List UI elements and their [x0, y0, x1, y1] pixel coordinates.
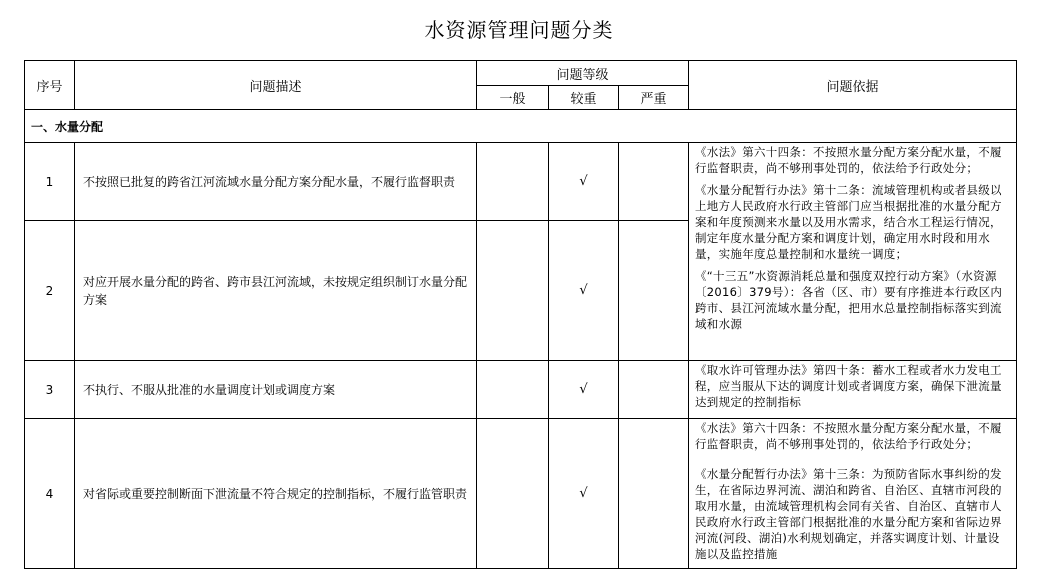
level-severe-cell: [619, 361, 689, 419]
level-severe-cell: [619, 419, 689, 569]
basis-text: 《水法》第六十四条：不按照水量分配方案分配水量，不履行监督职责，尚不够刑事处罚的，依法给予行政处分；: [695, 421, 1002, 451]
page-title: 水资源管理问题分类: [424, 18, 614, 42]
basis-text: 《“十三五”水资源消耗总量和强度双控行动方案》（水资源〔2016〕379号）：各省（区、市）要有序推进本行政区内跨市、县江河流域水量分配，把用水总量控制指标落实到流域和水源: [695, 269, 1003, 331]
check-mark: √: [549, 419, 619, 569]
level-severe-cell: [619, 143, 689, 221]
table-row: [25, 361, 1017, 419]
basis-text: 《水量分配暂行办法》第十二条：流域管理机构或者县级以上地方人民政府水行政主管部门应当根据批准的水量分配方案和年度预测来水量以及用水需求，结合水工程运行情况，制定年度水量分配方案和调度计划，确定用水时段和用水量，实施年度总量控制和水量统一调度；: [695, 183, 1002, 261]
level-general-cell: [477, 419, 549, 569]
basis-cell: [689, 419, 1017, 569]
row-description: 对省际或重要控制断面下泄流量不符合规定的控制指标，不履行监管职责: [75, 419, 477, 569]
level-general-cell: [477, 221, 549, 361]
basis-cell: [689, 143, 1017, 361]
table-row: [25, 419, 1017, 569]
level-severe-cell: [619, 221, 689, 361]
header-level-severe: 严重: [619, 86, 689, 110]
row-description: 不按照已批复的跨省江河流域水量分配方案分配水量，不履行监督职责: [75, 143, 477, 221]
row-seq: 3: [25, 361, 75, 419]
check-mark: √: [549, 221, 619, 361]
basis-cell: [689, 361, 1017, 419]
table-row: [25, 143, 1017, 221]
header-level-general: 一般: [477, 86, 549, 110]
header-seq: 序号: [25, 61, 75, 110]
row-seq: 4: [25, 419, 75, 569]
row-seq: 1: [25, 143, 75, 221]
level-general-cell: [477, 361, 549, 419]
header-level-serious: 较重: [549, 86, 619, 110]
header-level: 问题等级: [477, 61, 689, 86]
basis-text: 《水法》第六十四条：不按照水量分配方案分配水量，不履行监督职责，尚不够刑事处罚的，依法给予行政处分；: [695, 145, 1002, 175]
check-mark: √: [549, 143, 619, 221]
row-seq: 2: [25, 221, 75, 361]
check-mark: √: [549, 361, 619, 419]
level-general-cell: [477, 143, 549, 221]
row-description: 不执行、不服从批准的水量调度计划或调度方案: [75, 361, 477, 419]
row-description: 对应开展水量分配的跨省、跨市县江河流域，未按规定组织制订水量分配方案: [75, 221, 477, 361]
problem-table: [24, 60, 1017, 569]
basis-text: 《水量分配暂行办法》第十三条：为预防省际水事纠纷的发生，在省际边界河流、湖泊和跨省、自治区、直辖市河段的取用水量，由流域管理机构会同有关省、自治区、直辖市人民政府水行政主管部门根据批准的水量分配方案和省际边界河流(河段、湖泊)水利规划确定，并落实调度计划、计量设施以及监控措施: [695, 467, 1002, 561]
section-water-allocation: 一、水量分配: [25, 110, 1017, 143]
basis-text: 《取水许可管理办法》第四十条：蓄水工程或者水力发电工程，应当服从下达的调度计划或者调度方案，确保下泄流量达到规定的控制指标: [695, 363, 1002, 409]
header-basis: 问题依据: [689, 61, 1017, 110]
header-description: 问题描述: [75, 61, 477, 110]
